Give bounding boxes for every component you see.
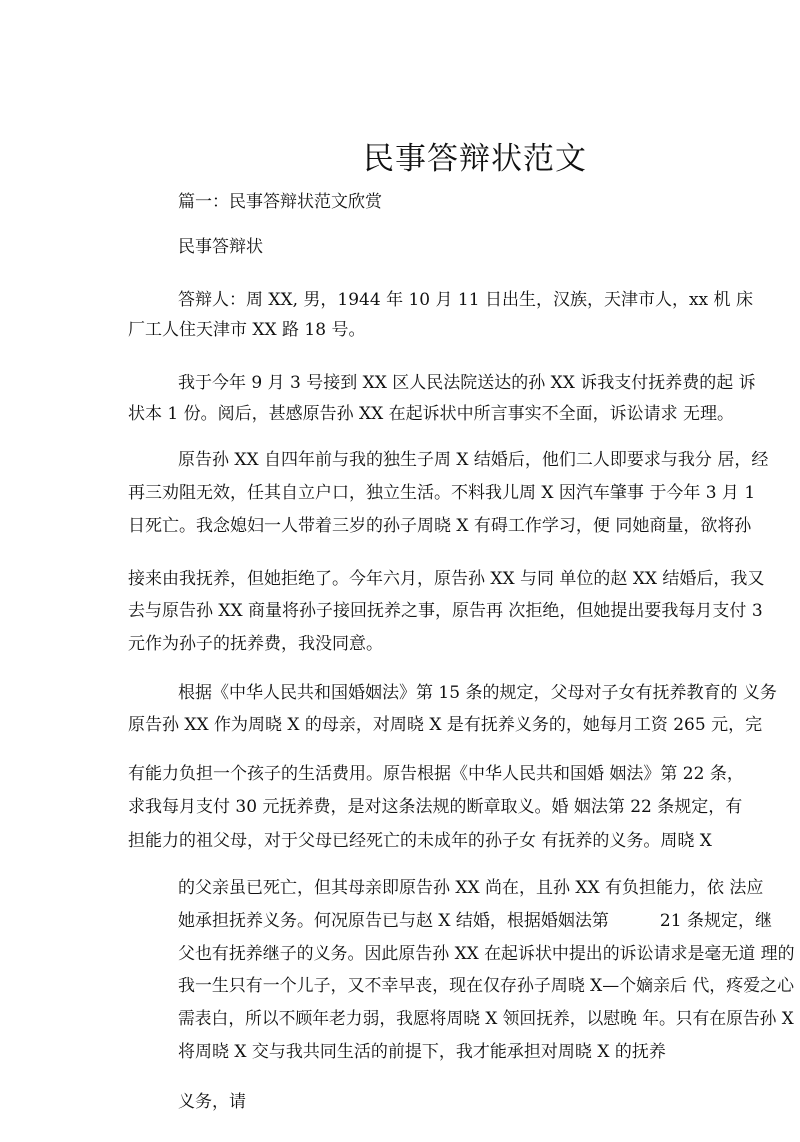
text-line: 需表白，所以不顾年老力弱，我愿将周晓 X 领回抚养，以慰晚 年。只有在原告孙 X bbox=[178, 1009, 794, 1029]
text-line: 接来由我抚养，但她拒绝了。今年六月，原告孙 XX 与同 单位的赵 XX 结婚后，我又 bbox=[128, 569, 765, 589]
text-line: 去与原告孙 XX 商量将孙子接回抚养之事，原告再 次拒绝，但她提出要我每月支付 3 bbox=[128, 601, 763, 621]
text-line: 的父亲虽已死亡，但其母亲即原告孙 XX 尚在，且孙 XX 有负担能力，依 法应 bbox=[178, 878, 764, 898]
text-line: 求我每月支付 30 元抚养费，是对这条法规的断章取义。婚 姻法第 22 条规定，有 bbox=[128, 797, 743, 817]
text-line: 我于今年 9 月 3 号接到 XX 区人民法院送达的孙 XX 诉我支付抚养费的起 诉 bbox=[178, 373, 756, 393]
text-line: 元作为孙子的抚养费，我没同意。 bbox=[128, 634, 383, 654]
text-line: 原告孙 XX 自四年前与我的独生子周 X 结婚后，他们二人即要求与我分 居，经 bbox=[178, 450, 769, 470]
text-line: 父也有抚养继子的义务。因此原告孙 XX 在起诉状中提出的诉讼请求是毫无道 理的 bbox=[178, 944, 795, 964]
text-line: 有能力负担一个孩子的生活费用。原告根据《中华人民共和国婚 姻法》第 22 条， bbox=[128, 764, 744, 784]
document-title: 民事答辩状范文 bbox=[363, 141, 587, 177]
text-line: 再三劝阻无效，任其自立户口，独立生活。不料我儿周 X 因汽车肇事 于今年 3 月 1 bbox=[128, 483, 756, 503]
text-line: 义务，请 bbox=[178, 1092, 246, 1112]
text-line: 将周晓 X 交与我共同生活的前提下，我才能承担对周晓 X 的抚养 bbox=[178, 1042, 666, 1062]
text-line: 状本 1 份。阅后，甚感原告孙 XX 在起诉状中所言事实不全面，诉讼请求 无理。 bbox=[128, 404, 735, 424]
text-line: 我一生只有一个儿子，又不幸早丧，现在仅存孙子周晓 X—个嫡亲后 代，疼爱之心 bbox=[178, 976, 795, 996]
section-heading: 篇一：民事答辩状范文欣赏 bbox=[178, 192, 382, 212]
sub-heading: 民事答辩状 bbox=[178, 237, 263, 257]
text-line: 原告孙 XX 作为周晓 X 的母亲，对周晓 X 是有抚养义务的，她每月工资 265 元，完 bbox=[128, 715, 763, 735]
text-line: 担能力的祖父母，对于父母已经死亡的未成年的孙子女 有抚养的义务。周晓 X bbox=[128, 831, 712, 851]
text-line: 根据《中华人民共和国婚姻法》第 15 条的规定，父母对子女有抚养教育的 义务 bbox=[178, 683, 777, 703]
text-line: 日死亡。我念媳妇一人带着三岁的孙子周晓 X 有碍工作学习，便 同她商量，欲将孙 bbox=[128, 516, 752, 536]
text-line: 答辩人：周 XX, 男，1944 年 10 月 11 日出生，汉族，天津市人，xx 机 床 bbox=[178, 290, 753, 310]
text-line: 厂工人住天津市 XX 路 18 号。 bbox=[128, 320, 366, 340]
text-line: 她承担抚养义务。何况原告已与赵 X 结婚，根据婚姻法第 21 条规定，继 bbox=[178, 911, 772, 931]
